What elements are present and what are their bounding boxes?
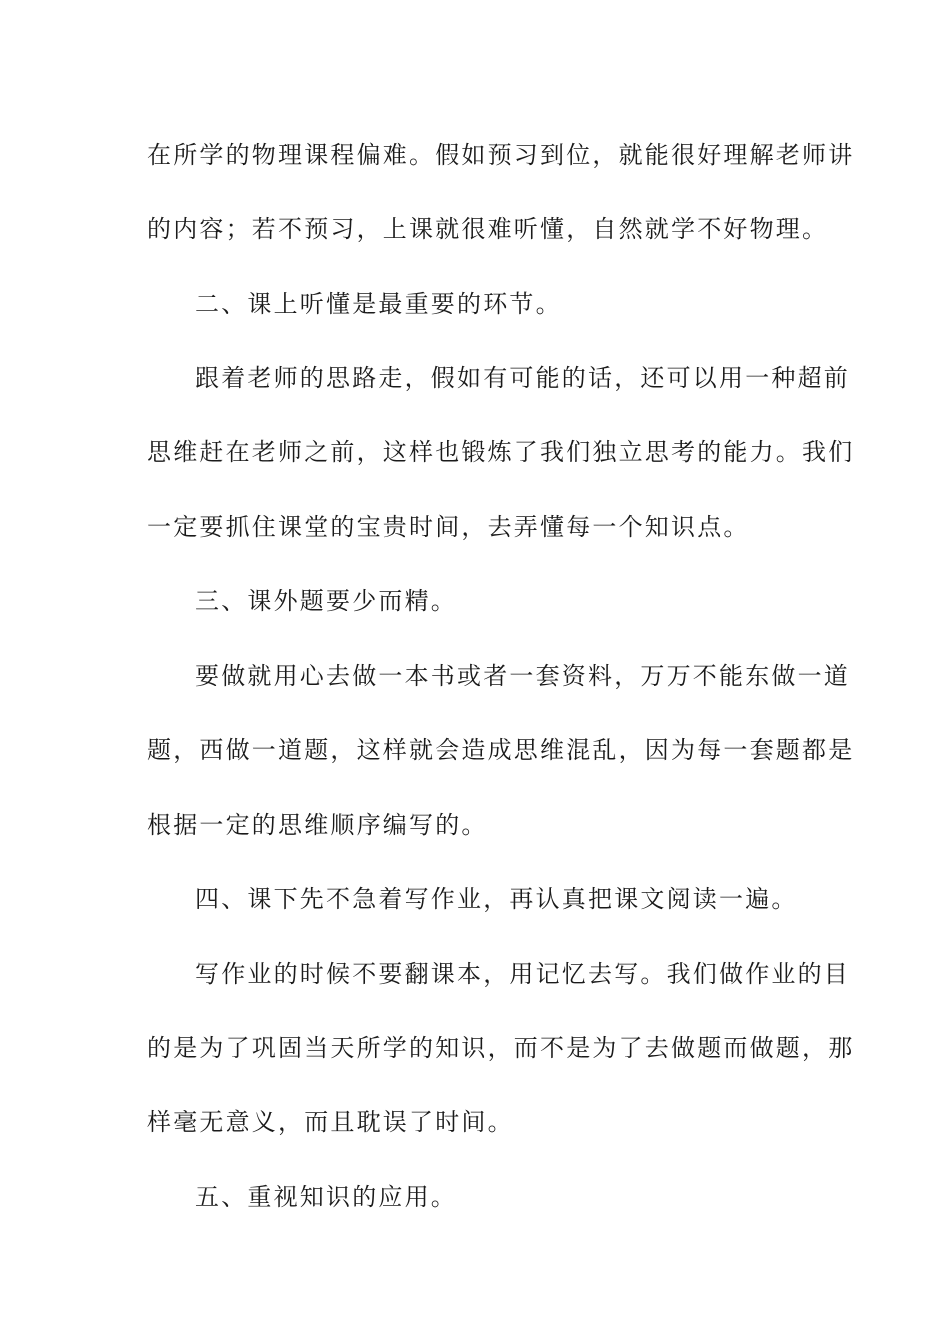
- text-line: 样毫无意义，而且耽误了时间。: [147, 1108, 514, 1136]
- text-line: 的内容；若不预习，上课就很难听懂，自然就学不好物理。: [147, 215, 829, 243]
- text-line: 要做就用心去做一本书或者一套资料，万万不能东做一道: [195, 662, 850, 690]
- text-line: 一定要抓住课堂的宝贵时间，去弄懂每一个知识点。: [147, 513, 750, 541]
- text-line: 的是为了巩固当天所学的知识，而不是为了去做题而做题，那: [147, 1034, 855, 1062]
- section-heading: 二、课上听懂是最重要的环节。: [195, 290, 562, 318]
- text-line: 思维赶在老师之前，这样也锻炼了我们独立思考的能力。我们: [147, 438, 855, 466]
- section-heading: 四、课下先不急着写作业，再认真把课文阅读一遍。: [195, 885, 798, 913]
- section-heading: 三、课外题要少而精。: [195, 587, 457, 615]
- section-heading: 五、重视知识的应用。: [195, 1183, 457, 1211]
- text-line: 根据一定的思维顺序编写的。: [147, 811, 488, 839]
- text-line: 写作业的时候不要翻课本，用记忆去写。我们做作业的目: [195, 960, 850, 988]
- text-line: 题，西做一道题，这样就会造成思维混乱，因为每一套题都是: [147, 736, 855, 764]
- text-line: 跟着老师的思路走，假如有可能的话，还可以用一种超前: [195, 364, 850, 392]
- text-line: 在所学的物理课程偏难。假如预习到位，就能很好理解老师讲: [147, 141, 855, 169]
